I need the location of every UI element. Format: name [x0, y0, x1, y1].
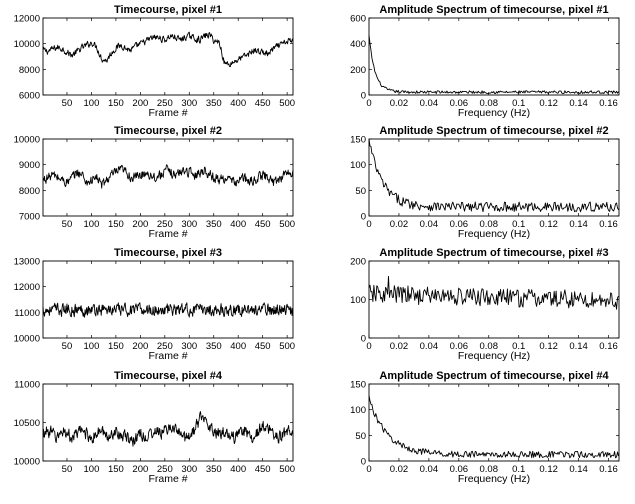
y-tick-label: 100: [350, 405, 366, 417]
plot-frame: [43, 18, 293, 95]
y-tick-label: 10000: [13, 456, 40, 468]
chart-title: Amplitude Spectrum of timecourse, pixel #2: [379, 125, 609, 137]
x-tick-label: 250: [156, 341, 173, 352]
panel-tc4: [14, 370, 295, 485]
x-tick-label: 400: [230, 219, 247, 230]
y-tick-label: 0: [360, 333, 366, 345]
x-tick-label: 200: [132, 219, 149, 230]
panel-sp3: [350, 247, 619, 362]
x-tick-label: 0.16: [599, 464, 618, 475]
panel-tc3: [14, 247, 295, 362]
x-axis-label: Frame #: [148, 473, 188, 485]
x-tick-label: 350: [205, 98, 222, 109]
x-tick-label: 0.14: [569, 341, 588, 352]
x-tick-label: 300: [181, 219, 198, 230]
x-tick-label: 0.14: [569, 464, 588, 475]
y-tick-label: 7000: [18, 211, 40, 223]
y-tick-label: 9000: [18, 160, 40, 172]
y-tick-label: 13000: [13, 256, 40, 268]
x-tick-label: 250: [156, 219, 173, 230]
series-line-sp2: [369, 139, 618, 212]
x-tick-label: 100: [83, 98, 100, 109]
x-axis-label: Frequency (Hz): [457, 228, 531, 240]
chart-title: Timecourse, pixel #4: [113, 370, 223, 382]
y-tick-label: 200: [350, 64, 366, 76]
y-tick-label: 10500: [13, 418, 40, 429]
x-tick-label: 0.1: [512, 219, 526, 230]
series-line-sp3: [369, 276, 618, 309]
y-tick-label: 0: [360, 90, 366, 102]
series-line-sp4: [369, 396, 618, 458]
x-tick-label: 0.1: [512, 341, 526, 352]
x-tick-label: 250: [156, 98, 173, 109]
x-tick-label: 500: [279, 98, 296, 109]
x-tick-label: 100: [83, 219, 100, 230]
x-axis-label: Frame #: [148, 350, 188, 362]
x-tick-label: 0.04: [419, 219, 439, 230]
y-tick-label: 6000: [18, 90, 40, 102]
y-tick-label: 10000: [13, 134, 40, 146]
panel-tc1: [14, 4, 295, 119]
panel-tc2: [14, 125, 295, 240]
x-axis-label: Frame #: [148, 228, 188, 240]
y-tick-label: 50: [355, 430, 366, 442]
x-tick-label: 0.12: [539, 98, 558, 109]
y-tick-label: 12000: [13, 282, 40, 294]
x-tick-label: 0.04: [419, 341, 439, 352]
x-tick-label: 0.02: [389, 98, 409, 109]
x-tick-label: 0.12: [539, 464, 558, 475]
chart-title: Timecourse, pixel #1: [113, 4, 223, 16]
x-tick-label: 0.16: [599, 98, 618, 109]
x-axis-label: Frame #: [148, 107, 188, 119]
x-tick-label: 350: [205, 464, 222, 475]
plot-frame: [369, 18, 619, 95]
y-tick-label: 11000: [14, 379, 40, 391]
x-tick-label: 50: [61, 98, 73, 109]
y-tick-label: 10000: [13, 39, 40, 51]
x-tick-label: 0.14: [569, 219, 588, 230]
chart-title: Timecourse, pixel #3: [113, 247, 223, 259]
x-tick-label: 150: [107, 98, 124, 109]
chart-title: Amplitude Spectrum of timecourse, pixel #3: [379, 247, 609, 259]
x-tick-label: 0.08: [479, 464, 499, 475]
y-tick-label: 10000: [13, 333, 40, 345]
x-tick-label: 0.04: [419, 464, 439, 475]
x-tick-label: 0.06: [449, 219, 469, 230]
x-tick-label: 50: [61, 341, 73, 352]
x-tick-label: 0.16: [599, 341, 618, 352]
x-tick-label: 0.02: [389, 341, 409, 352]
chart-title: Amplitude Spectrum of timecourse, pixel #4: [379, 370, 609, 382]
series-line-tc4: [43, 412, 293, 447]
x-tick-label: 350: [205, 341, 222, 352]
x-tick-label: 0.12: [539, 341, 558, 352]
y-tick-label: 11000: [14, 307, 40, 319]
y-tick-label: 150: [350, 379, 366, 391]
x-tick-label: 0.06: [449, 98, 469, 109]
series-line-tc2: [43, 165, 293, 189]
x-tick-label: 500: [279, 464, 296, 475]
series-line-sp1: [369, 35, 618, 93]
x-tick-label: 500: [279, 341, 296, 352]
plot-frame: [369, 384, 619, 461]
x-tick-label: 0.02: [389, 464, 409, 475]
plot-frame: [43, 139, 293, 216]
y-tick-label: 400: [350, 39, 366, 51]
x-tick-label: 300: [181, 464, 198, 475]
x-tick-label: 150: [107, 341, 124, 352]
y-tick-label: 100: [350, 295, 366, 306]
x-tick-label: 0.1: [512, 464, 526, 475]
x-tick-label: 100: [83, 464, 100, 475]
x-tick-label: 400: [230, 341, 247, 352]
x-tick-label: 0: [366, 464, 372, 475]
x-tick-label: 0: [366, 219, 372, 230]
x-tick-label: 0.08: [479, 219, 499, 230]
y-tick-label: 8000: [18, 64, 40, 76]
x-axis-label: Frequency (Hz): [457, 107, 531, 119]
x-tick-label: 150: [107, 464, 124, 475]
x-tick-label: 450: [254, 219, 271, 230]
panel-sp4: [350, 370, 619, 485]
x-tick-label: 250: [156, 464, 173, 475]
x-tick-label: 450: [254, 464, 271, 475]
x-tick-label: 0.1: [512, 98, 526, 109]
x-tick-label: 0.06: [449, 341, 469, 352]
x-tick-label: 0.02: [389, 219, 409, 230]
plot-frame: [43, 261, 293, 338]
x-tick-label: 200: [132, 341, 149, 352]
x-tick-label: 0: [366, 98, 372, 109]
y-tick-label: 200: [350, 256, 366, 268]
x-tick-label: 0.04: [419, 98, 439, 109]
y-tick-label: 100: [350, 160, 366, 172]
chart-title: Timecourse, pixel #2: [113, 125, 223, 137]
chart-title: Amplitude Spectrum of timecourse, pixel #1: [379, 4, 609, 16]
y-tick-label: 8000: [18, 185, 40, 197]
plot-frame: [369, 139, 619, 216]
x-axis-label: Frequency (Hz): [457, 473, 531, 485]
x-tick-label: 450: [254, 98, 271, 109]
x-tick-label: 300: [181, 341, 198, 352]
x-tick-label: 200: [132, 98, 149, 109]
x-tick-label: 0.14: [569, 98, 588, 109]
x-tick-label: 350: [205, 219, 222, 230]
x-tick-label: 400: [230, 98, 247, 109]
y-tick-label: 0: [360, 456, 366, 468]
x-tick-label: 0.12: [539, 219, 558, 230]
panel-sp2: [350, 125, 619, 240]
x-tick-label: 50: [61, 219, 73, 230]
x-tick-label: 150: [107, 219, 124, 230]
x-tick-label: 400: [230, 464, 247, 475]
y-tick-label: 12000: [13, 13, 40, 25]
x-tick-label: 200: [132, 464, 149, 475]
y-tick-label: 0: [360, 211, 366, 223]
y-tick-label: 50: [355, 185, 366, 197]
x-tick-label: 0.08: [479, 98, 499, 109]
x-tick-label: 0.06: [449, 464, 469, 475]
y-tick-label: 600: [350, 13, 366, 25]
x-tick-label: 0.16: [599, 219, 618, 230]
y-tick-label: 150: [350, 134, 366, 146]
x-tick-label: 50: [61, 464, 73, 475]
x-tick-label: 450: [254, 341, 271, 352]
x-tick-label: 100: [83, 341, 100, 352]
x-tick-label: 0: [366, 341, 372, 352]
series-line-tc1: [43, 32, 293, 67]
series-line-tc3: [43, 303, 293, 317]
panel-sp1: [350, 4, 619, 119]
x-tick-label: 0.08: [479, 341, 499, 352]
x-axis-label: Frequency (Hz): [457, 350, 531, 362]
x-tick-label: 500: [279, 219, 296, 230]
x-tick-label: 300: [181, 98, 198, 109]
plot-frame: [43, 384, 293, 461]
